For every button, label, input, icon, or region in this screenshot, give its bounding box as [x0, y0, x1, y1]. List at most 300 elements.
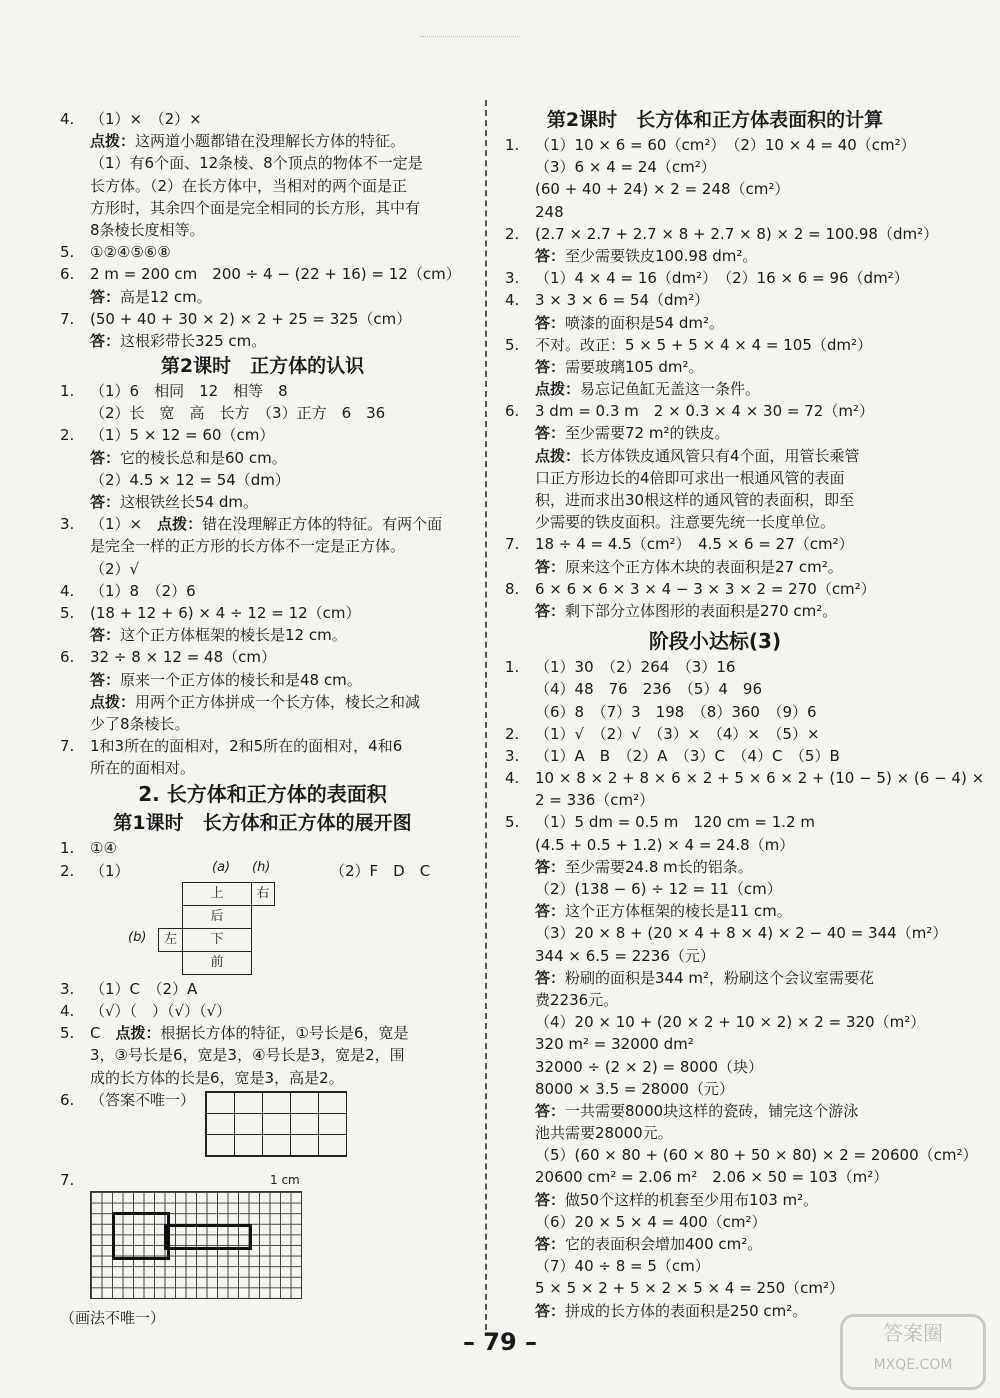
answer-line [505, 289, 925, 311]
answer-line [60, 624, 465, 646]
answer-line [60, 1000, 465, 1022]
answer-text: (4.5 + 0.5 + 1.2) × 4 = 24.8（m） [535, 835, 795, 854]
net-face-back: 后 [182, 905, 252, 929]
question-number [60, 447, 90, 469]
answer-text: 3，③号长是6，宽是3，④号长是3，宽是2，围 [90, 1046, 405, 1065]
question-number [60, 402, 90, 424]
answer-text: 点拨：这两道小题都错在没理解长方体的特征。 [90, 132, 406, 151]
question-number [60, 691, 90, 713]
answer-text: 8000 × 3.5 = 28000（元） [535, 1079, 734, 1098]
chapter-heading: 2. 长方体和正方体的表面积 [138, 782, 387, 807]
scan-smudge [420, 36, 520, 47]
answer-line [60, 757, 465, 779]
answer-block [60, 108, 465, 352]
site-watermark-logo [840, 1314, 986, 1390]
answer-text: （6）8 （7）3 198 （8）360 （9）6 [535, 702, 817, 721]
answer-line [505, 1277, 925, 1299]
question-number [505, 1189, 535, 1211]
page-number: – 79 – [462, 1328, 538, 1356]
question-number [60, 197, 90, 219]
answer-line [505, 1011, 925, 1033]
question-number [60, 330, 90, 352]
question-number: 3. [60, 515, 75, 534]
question-number [505, 1166, 535, 1188]
section-heading: 第2课时 长方体和正方体表面积的计算 [546, 109, 884, 131]
answer-line [60, 646, 465, 668]
answer-text: 答：原来一个正方体的棱长和是48 cm。 [90, 670, 362, 689]
answer-line [505, 1189, 925, 1211]
question-number [505, 511, 535, 533]
answer-text: （1）√ （2）√ （3）× （4）× （5）× [535, 724, 820, 743]
question-number: 8. [505, 579, 520, 598]
question-number [505, 489, 535, 511]
answer-block [505, 656, 985, 1322]
page-number-value: 79 [483, 1328, 517, 1356]
net-face-bottom: 下 [182, 928, 252, 952]
answer-line [505, 1211, 925, 1233]
question-number: 4. [60, 1002, 75, 1020]
answer-text: 18 ÷ 4 = 4.5（cm²） 4.5 × 6 = 27（cm²） [535, 535, 854, 554]
answer-line [505, 400, 925, 422]
answer-text: （1）5 × 12 = 60（cm） [90, 426, 275, 445]
q6-grid-figure [205, 1091, 347, 1157]
answer-line [505, 312, 925, 334]
answer-line [60, 241, 465, 263]
answer-text: （2）F D C [330, 861, 431, 880]
answer-text: （3）20 × 8 + (20 × 4 + 8 × 4) × 2 − 40 = 344（m²） [535, 924, 948, 943]
unit-label: 1 cm [270, 1172, 300, 1187]
net-face-right: 右 [251, 882, 275, 906]
question-number [505, 600, 535, 622]
question-number [60, 219, 90, 241]
answer-line [505, 201, 925, 223]
answer-line [60, 669, 465, 691]
answer-text: （3）6 × 4 = 24（cm²） [535, 158, 716, 177]
answer-text: 答：这个正方体框架的棱长是12 cm。 [90, 626, 347, 645]
answer-line [60, 469, 465, 491]
answer-line [505, 223, 939, 245]
answer-line [60, 1169, 465, 1191]
question-number: 2. [505, 724, 520, 743]
answer-text: （1）6 相同 12 相等 8 [90, 382, 288, 401]
question-number: 5. [505, 813, 520, 832]
question-number [505, 1144, 535, 1166]
net-face-front: 前 [182, 951, 252, 975]
answer-text: 答：至少需要72 m²的铁皮。 [535, 424, 730, 443]
answer-text: 32000 ÷ (2 × 2) = 8000（块） [535, 1057, 763, 1076]
answer-text: (50 + 40 + 30 × 2) × 2 + 25 = 325（cm） [90, 309, 412, 328]
question-number [505, 1056, 535, 1078]
question-number: 3. [60, 979, 75, 998]
answer-text: （2）长 宽 高 长方 （3）正方 6 36 [90, 404, 386, 423]
answer-line [505, 1033, 925, 1055]
answer-text: 32 ÷ 8 × 12 = 48（cm） [90, 648, 276, 667]
answer-line [505, 1166, 925, 1188]
question-number [505, 178, 535, 200]
answer-line [60, 108, 465, 130]
question-number [60, 535, 90, 557]
answer-line [60, 580, 465, 602]
answer-text: 少需要的铁皮面积。注意要先统一长度单位。 [535, 513, 836, 532]
answer-line [505, 556, 925, 578]
answer-line [505, 378, 925, 400]
answer-text: （6）20 × 5 × 4 = 400（cm²） [535, 1212, 767, 1231]
answer-text: 10 × 8 × 2 + 8 × 6 × 2 + 5 × 6 × 2 + (10 − 5) × (6 − 4) × [535, 769, 985, 788]
answer-line [60, 837, 465, 859]
net-face-left: 左 [158, 928, 183, 952]
answer-text: ①④ [90, 839, 117, 858]
answer-line [60, 713, 465, 735]
question-number [60, 1044, 90, 1066]
question-number [505, 1011, 535, 1033]
answer-text: 320 m² = 32000 dm² [535, 1035, 694, 1054]
answer-line [505, 533, 925, 555]
question-number [505, 1100, 535, 1122]
question-number [60, 669, 90, 691]
answer-line [505, 422, 925, 444]
answer-block [60, 380, 465, 779]
answer-text: 20600 cm² = 2.06 m² 2.06 × 50 = 103（m²） [535, 1168, 889, 1187]
answer-line [505, 1122, 925, 1144]
question-number [60, 175, 90, 197]
question-number [505, 701, 535, 723]
answer-line [60, 263, 465, 285]
answer-line [505, 900, 925, 922]
question-number [505, 856, 535, 878]
answer-line [505, 578, 925, 600]
answer-line [505, 834, 925, 856]
answer-line [60, 447, 465, 469]
answer-line [505, 967, 925, 989]
question-number [505, 422, 535, 444]
watermark-line: MXQE.COM [873, 1357, 953, 1373]
answer-line [505, 1100, 925, 1122]
question-number: 7. [505, 535, 520, 554]
question-number [505, 789, 535, 811]
answer-text: 所在的面相对。 [90, 759, 196, 778]
answer-line [505, 811, 925, 833]
section-heading: 阶段小达标(3) [648, 629, 782, 654]
question-number: 2. [505, 224, 520, 243]
answer-text: 1和3所在的面相对，2和5所在的面相对，4和6 [90, 737, 403, 756]
answer-text: （1）5 dm = 0.5 m 120 cm = 1.2 m [535, 813, 815, 832]
question-number: 3. [505, 746, 520, 765]
answer-line [505, 467, 925, 489]
answer-line [60, 308, 465, 330]
answer-line [60, 286, 465, 308]
question-number: 1. [505, 658, 520, 677]
question-number: 5. [60, 1024, 75, 1043]
answer-text: （1）有6个面、12条棱、8个顶点的物体不一定是 [90, 154, 423, 173]
answer-text: 答：高是12 cm。 [90, 287, 212, 306]
question-number: 7. [60, 737, 75, 756]
answer-text: 5 × 5 × 2 + 5 × 2 × 5 × 4 = 250（cm²） [535, 1279, 845, 1298]
answer-line [60, 978, 465, 1000]
answer-line [60, 424, 465, 446]
answer-line [60, 130, 465, 152]
question-number [505, 467, 535, 489]
answer-text: ①②④⑤⑥⑧ [90, 243, 171, 262]
answer-text: （2）√ [90, 559, 140, 578]
question-number: 4. [505, 769, 520, 788]
question-number [505, 201, 535, 223]
drawn-net-part [112, 1212, 170, 1260]
answer-text: （4）20 × 10 + (20 × 2 + 10 × 2) × 2 = 320（m²） [535, 1013, 926, 1032]
question-number [505, 1277, 535, 1299]
answer-text: 答：原来这个正方体木块的表面积是27 cm²。 [535, 557, 843, 576]
answer-text: 答：拼成的长方体的表面积是250 cm²。 [535, 1301, 808, 1320]
answer-text: 答：至少需要24.8 m长的铝条。 [535, 857, 753, 876]
answer-text: 8条棱长度相等。 [90, 220, 205, 239]
answer-line [505, 922, 948, 944]
question-number: 5. [505, 335, 520, 354]
answer-text: 口正方形边长的4倍即可求出一根通风管的表面 [535, 468, 845, 487]
answer-line [505, 1078, 925, 1100]
question-number: 5. [60, 603, 75, 622]
answer-text: （5）(60 × 80 + (60 × 80 + 50 × 80) × 2 = 20600（cm²） [535, 1146, 978, 1165]
answer-text: 答：粉刷的面积是344 m²，粉刷这个会议室需要花 [535, 968, 875, 987]
question-number: 4. [505, 291, 520, 310]
answer-line [505, 856, 925, 878]
question-number [505, 900, 535, 922]
question-number [505, 945, 535, 967]
answer-text: 2 = 336（cm²） [535, 791, 655, 810]
answer-block [60, 978, 465, 1089]
question-number [60, 130, 90, 152]
answer-line [60, 491, 465, 513]
question-number [505, 1211, 535, 1233]
answer-line [505, 723, 925, 745]
answer-line [60, 735, 465, 757]
answer-text: 248 [535, 202, 564, 221]
question-number [505, 1300, 535, 1322]
answer-line [505, 267, 925, 289]
question-number: 2. [60, 426, 75, 445]
section-heading: 第2课时 正方体的认识 [160, 355, 365, 378]
question-number [505, 1255, 535, 1277]
answer-text: （4）48 76 236 （5）4 96 [535, 680, 763, 699]
answer-block [505, 134, 939, 622]
question-number: 6. [60, 1090, 75, 1109]
answer-line [505, 678, 925, 700]
answer-text: 答：这根彩带长325 cm。 [90, 331, 267, 350]
question-number [60, 757, 90, 779]
answer-text: 成的长方体的长是6，宽是3，高是2。 [90, 1068, 344, 1087]
answer-text: 答：这个正方体框架的棱长是11 cm。 [535, 902, 792, 921]
answer-text: （答案不唯一） [90, 1090, 196, 1109]
answer-text: 6 × 6 × 6 × 3 × 4 − 3 × 3 × 2 = 270（cm²） [535, 579, 876, 598]
answer-text: 3 × 3 × 6 = 54（dm²） [535, 291, 710, 310]
question-number [505, 678, 535, 700]
answer-text: 池共需要28000元。 [535, 1124, 673, 1143]
question-number: 6. [60, 265, 75, 284]
question-number: 4. [60, 581, 75, 600]
question-number [505, 878, 535, 900]
column-divider [485, 100, 487, 1330]
question-number [505, 989, 535, 1011]
answer-line [60, 152, 465, 174]
net-label-h: (h) [252, 859, 271, 875]
question-number: 7. [60, 1170, 75, 1189]
answer-text: （1）× （2）× [90, 110, 202, 128]
answer-text: 点拨：长方体铁皮通风管只有4个面，用管长乘管 [535, 446, 860, 465]
answer-line [505, 1056, 925, 1078]
answer-text: （1）C （2）A [90, 979, 198, 998]
question-number [505, 922, 535, 944]
answer-line [505, 878, 925, 900]
question-number [60, 558, 90, 580]
answer-text: （1） [90, 861, 130, 880]
answer-text: （1）10 × 6 = 60（cm²） （2）10 × 4 = 40（cm²） [535, 136, 916, 154]
net-label-b: (b) [128, 929, 147, 945]
question-number [505, 156, 535, 178]
drawn-net-part [164, 1224, 252, 1250]
question-number [505, 834, 535, 856]
question-number [505, 1078, 535, 1100]
section-heading: 第1课时 长方体和正方体的展开图 [113, 812, 412, 835]
watermark-line: 答案圈 [883, 1321, 943, 1345]
answer-text: C 点拨：根据长方体的特征，①号长是6，宽是 [90, 1024, 409, 1043]
answer-text: (2.7 × 2.7 + 2.7 × 8 + 2.7 × 8) × 2 = 100.98（dm²） [535, 224, 939, 243]
answer-line [505, 767, 985, 789]
question-number: 6. [60, 648, 75, 667]
answer-line [505, 656, 925, 678]
answer-line [505, 156, 925, 178]
answer-line [60, 1044, 465, 1066]
answer-line [505, 1144, 978, 1166]
question-number [505, 356, 535, 378]
question-number [60, 1067, 90, 1089]
answer-line [60, 1022, 465, 1044]
answer-text: （1）4 × 4 = 16（dm²） （2）16 × 6 = 96（dm²） [535, 269, 909, 288]
answer-line [505, 701, 925, 723]
answer-line [60, 219, 465, 241]
question-number [505, 967, 535, 989]
answer-text: 长方体。（2）在长方体中，当相对的两个面是正 [90, 176, 408, 195]
answer-text: (60 + 40 + 24) × 2 = 248（cm²） [535, 180, 790, 199]
answer-line [505, 1233, 925, 1255]
question-number [505, 1233, 535, 1255]
answer-text: 答：剩下部分立体图形的表面积是270 cm²。 [535, 601, 838, 620]
question-number [60, 152, 90, 174]
answer-line [60, 197, 465, 219]
question-number: 1. [505, 136, 520, 154]
question-number [505, 445, 535, 467]
answer-line [60, 558, 465, 580]
answer-text: 答：做50个这样的机套至少用布103 m²。 [535, 1190, 819, 1209]
answer-text: 344 × 6.5 = 2236（元） [535, 946, 715, 965]
answer-text: 3 dm = 0.3 m 2 × 0.3 × 4 × 30 = 72（m²） [535, 402, 874, 421]
net-label-a: (a) [212, 859, 231, 875]
answer-line [505, 356, 925, 378]
answer-text: 积，进而求出30根这样的通风管的表面积，即至 [535, 491, 855, 509]
question-number [505, 378, 535, 400]
question-number [505, 312, 535, 334]
question-number [505, 1033, 535, 1055]
question-number [60, 286, 90, 308]
answer-text: 答：需要玻璃105 dm²。 [535, 357, 704, 376]
question-number [505, 245, 535, 267]
answer-line [505, 489, 925, 511]
question-number: 1. [60, 839, 75, 858]
answer-text: 答：至少需要铁皮100.98 dm²。 [535, 246, 758, 265]
answer-line [60, 1067, 465, 1089]
answer-line [60, 513, 465, 535]
right-column [505, 106, 985, 1322]
answer-line [505, 334, 925, 356]
answer-text: 不对。改正：5 × 5 + 5 × 4 × 4 = 105（dm²） [535, 335, 873, 354]
answer-text: 2 m = 200 cm 200 ÷ 4 − (22 + 16) = 12（cm） [90, 265, 461, 284]
question-number [60, 624, 90, 646]
answer-line [60, 175, 465, 197]
question-number [505, 1122, 535, 1144]
question-number: 3. [505, 269, 520, 288]
question-number [60, 469, 90, 491]
answer-line [60, 380, 465, 402]
answer-text: 点拨：用两个正方体拼成一个长方体，棱长之和减 [90, 692, 421, 711]
answer-text: （2）(138 − 6) ÷ 12 = 11（cm） [535, 880, 782, 898]
answer-text: （1）30 （2）264 （3）16 [535, 658, 736, 677]
net-face-top: 上 [182, 882, 252, 906]
answer-text: 少了8条棱长。 [90, 714, 190, 733]
question-number: 4. [60, 110, 75, 128]
question-number: 5. [60, 243, 75, 262]
answer-text: 费2236元。 [535, 990, 619, 1009]
answer-line [505, 178, 925, 200]
answer-text: 答：它的棱长总和是60 cm。 [90, 448, 287, 467]
answer-text: 答：一共需要8000块这样的瓷砖，铺完这个游泳 [535, 1101, 859, 1120]
note-text: （画法不唯一） [60, 1309, 166, 1328]
answer-line [505, 511, 925, 533]
answer-text: （1）8 （2）6 [90, 581, 196, 600]
answer-text: 答：这根铁丝长54 dm。 [90, 493, 259, 511]
question-number [505, 556, 535, 578]
question-number: 1. [60, 382, 75, 401]
question-number: 6. [505, 402, 520, 421]
answer-line [60, 402, 465, 424]
answer-text: 方形时，其余四个面是完全相同的长方形，其中有 [90, 198, 421, 217]
question-number: 7. [60, 309, 75, 328]
answer-line [505, 789, 925, 811]
answer-text: （2）4.5 × 12 = 54（dm） [90, 470, 290, 489]
answer-text: 答：它的表面积会增加400 cm²。 [535, 1235, 763, 1253]
answer-line [505, 134, 925, 156]
answer-line [505, 1255, 925, 1277]
answer-text: （√）（ ）（√）（√） [90, 1002, 232, 1020]
question-number [60, 713, 90, 735]
answer-line [60, 330, 465, 352]
answer-line [505, 445, 925, 467]
answer-line [505, 600, 925, 622]
answer-text: 是完全一样的正方形的长方体不一定是正方体。 [90, 537, 406, 556]
answer-text: 点拨：易忘记鱼缸无盖这一条件。 [535, 380, 761, 399]
answer-text: 答：喷漆的面积是54 dm²。 [535, 313, 725, 332]
question-number: 2. [60, 861, 75, 880]
answer-line [505, 945, 925, 967]
answer-line [505, 989, 925, 1011]
q7-grid-figure [90, 1191, 302, 1299]
answer-line [60, 602, 465, 624]
answer-text: (18 + 12 + 6) × 4 ÷ 12 = 12（cm） [90, 603, 361, 622]
answer-line [505, 745, 925, 767]
answer-text: （7）40 ÷ 8 = 5（cm） [535, 1257, 710, 1276]
question-number [60, 491, 90, 513]
answer-text: （1）× 点拨：错在没理解正方体的特征。有两个面 [90, 515, 443, 534]
answer-line [60, 535, 465, 557]
answer-line [505, 245, 925, 267]
answer-line [60, 691, 465, 713]
answer-text: （1）A B （2）A （3）C （4）C （5）B [535, 746, 840, 765]
